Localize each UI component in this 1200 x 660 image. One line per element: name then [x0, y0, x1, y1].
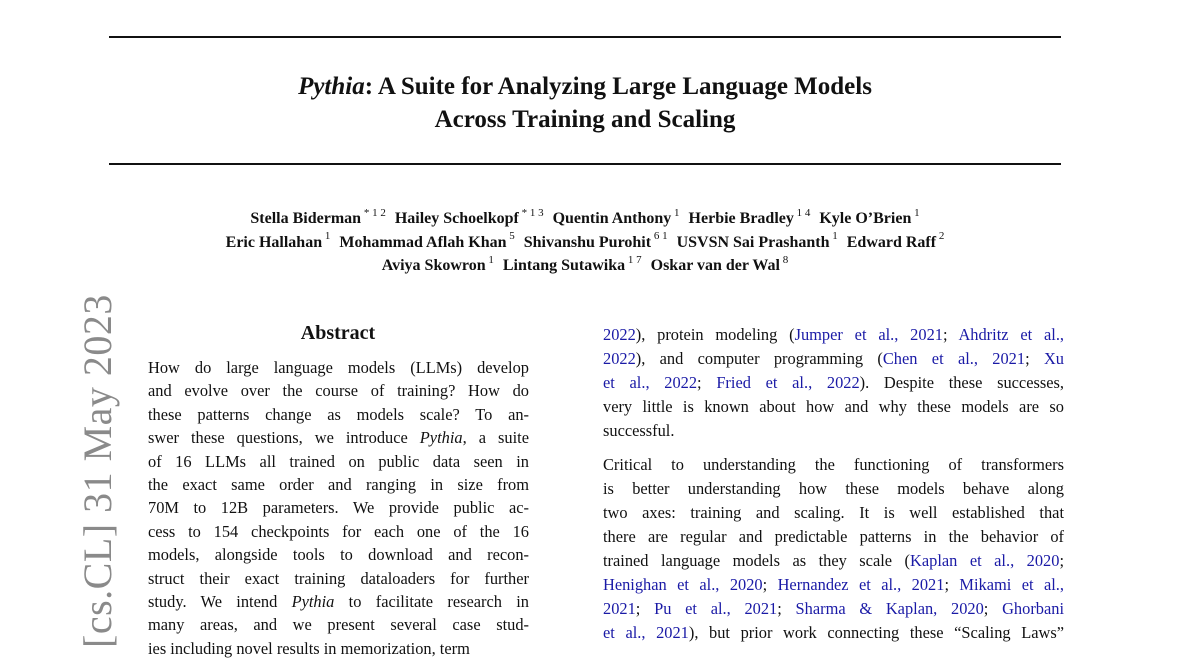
text-segment: ;: [983, 599, 1003, 618]
author-name: Quentin Anthony: [552, 210, 672, 227]
citation-link[interactable]: Kaplan et al., 2020: [910, 551, 1060, 570]
text-segment: ). Despite these successes,: [859, 373, 1064, 392]
abstract-line: [148, 543, 529, 566]
text-segment: ), and computer programming (: [635, 349, 883, 368]
author-affiliation: 2: [936, 230, 945, 243]
text-line: [603, 453, 1064, 477]
citation-link[interactable]: Chen et al., 2021: [882, 349, 1026, 368]
author-affiliation: 1: [911, 206, 920, 219]
text-segment: to facilitate research in: [334, 592, 530, 612]
author: [502, 253, 642, 274]
paragraph: [603, 453, 1064, 645]
text-line: [603, 419, 1064, 443]
text-segment: these patterns change as models scale? To an-: [148, 404, 529, 424]
title-italic-name: Pythia: [298, 73, 365, 100]
author-affiliation: 8: [780, 253, 789, 266]
author-line: [109, 254, 1061, 278]
bottom-rule: [109, 163, 1061, 165]
author-name: Eric Hallahan: [225, 233, 323, 251]
abstract-line: [148, 356, 529, 379]
author: [552, 206, 680, 227]
author: [225, 230, 331, 251]
author: [523, 230, 668, 251]
text-segment: ), protein modeling (: [635, 325, 795, 344]
author-affiliation: 6 1: [651, 230, 668, 243]
text-line: [603, 549, 1064, 573]
author-name: Lintang Sutawika: [502, 257, 626, 274]
citation-link[interactable]: Henighan et al., 2020: [603, 575, 763, 594]
text-segment: ;: [635, 599, 655, 618]
author-affiliation: 1: [485, 253, 494, 266]
author-affiliation: * 1 3: [518, 206, 544, 219]
author-affiliation: 1 4: [793, 206, 811, 219]
text-segment: there are regular and predictable patterns in the behavior of: [603, 527, 1064, 546]
author: [250, 206, 386, 227]
text-segment: many areas, and we present several case stud-: [148, 615, 529, 635]
text-segment: ;: [1025, 349, 1044, 368]
author-affiliation: 1 7: [625, 253, 642, 266]
citation-link[interactable]: 2022: [603, 325, 636, 344]
text-segment: successful.: [603, 421, 675, 440]
text-segment: of 16 LLMs all trained on public data seen in: [148, 451, 529, 471]
author: [819, 206, 920, 227]
abstract-line: [148, 590, 529, 613]
italic-text: Pythia: [291, 592, 335, 612]
text-segment: 70M to 12B parameters. We provide public ac-: [148, 498, 529, 518]
citation-link[interactable]: 2021: [603, 599, 636, 618]
abstract-line: [148, 637, 529, 660]
text-segment: ;: [1059, 551, 1064, 570]
arxiv-stamp-text: [cs.CL] 31 May 2023: [75, 294, 120, 648]
text-segment: is better understanding how these models behave along: [603, 479, 1064, 498]
author: [650, 253, 789, 274]
abstract-line: [148, 567, 529, 590]
author: [846, 230, 945, 251]
text-segment: ;: [944, 575, 960, 594]
text-line: [603, 347, 1064, 371]
text-segment: How do large language models (LLMs) develop: [148, 358, 529, 377]
author-affiliation: 1: [671, 206, 680, 219]
author: [394, 206, 544, 227]
citation-link[interactable]: et al., 2021: [603, 623, 689, 642]
abstract-line: [148, 496, 529, 519]
text-line: [603, 621, 1064, 645]
text-segment: two axes: training and scaling. It is well established that: [603, 503, 1064, 522]
citation-link[interactable]: Hernandez et al., 2021: [777, 575, 945, 594]
text-segment: , a suite: [462, 428, 529, 448]
text-segment: ies including novel results in memorization, term: [148, 638, 470, 658]
text-segment: very little is known about how and why these models are so: [603, 397, 1064, 416]
paragraph: [603, 323, 1064, 443]
top-rule: [109, 36, 1061, 38]
author-line: [109, 207, 1061, 231]
citation-link[interactable]: Ahdritz et al.,: [958, 325, 1065, 344]
abstract-line: [148, 379, 529, 402]
text-line: [603, 597, 1064, 621]
author-name: USVSN Sai Prashanth: [676, 233, 830, 251]
arxiv-stamp: [24, 290, 120, 648]
abstract-body: [148, 356, 529, 660]
author-line: [109, 231, 1061, 255]
citation-link[interactable]: Fried et al., 2022: [716, 373, 860, 392]
abstract-heading: Abstract: [300, 322, 376, 344]
text-segment: study. We intend: [148, 592, 292, 612]
citation-link[interactable]: Mikami et al.,: [959, 575, 1064, 594]
abstract-line: [148, 450, 529, 473]
text-segment: Critical to understanding the functioning of transformers: [603, 455, 1064, 474]
author: [339, 230, 515, 251]
abstract-line: [148, 613, 529, 636]
author-name: Shivanshu Purohit: [523, 233, 652, 251]
text-line: [603, 477, 1064, 501]
text-line: [603, 323, 1064, 347]
citation-link[interactable]: Sharma & Kaplan, 2020: [795, 599, 984, 618]
author-affiliation: 5: [506, 230, 515, 243]
text-segment: the exact same order and ranging in size from: [148, 475, 529, 495]
title-line-2: Across Training and Scaling: [434, 106, 736, 133]
text-segment: and evolve over the course of training? How do: [148, 381, 529, 401]
author-name: Aviya Skowron: [381, 257, 486, 274]
text-segment: models, alongside tools to download and recon-: [148, 545, 529, 565]
text-segment: cess to 154 checkpoints for each one of the 16: [148, 521, 529, 541]
text-segment: ;: [942, 325, 959, 344]
text-segment: ;: [697, 373, 717, 392]
text-segment: ), but prior work connecting these “Scaling Laws”: [688, 623, 1064, 642]
author-name: Mohammad Aflah Khan: [339, 233, 507, 251]
text-line: [603, 371, 1064, 395]
title-line-1: [109, 70, 1061, 103]
author-name: Hailey Schoelkopf: [394, 210, 519, 227]
abstract-line: [148, 426, 529, 449]
citation-link[interactable]: et al., 2022: [603, 373, 698, 392]
author: [381, 253, 494, 274]
text-line: [603, 573, 1064, 597]
author: [676, 230, 838, 251]
author-name: Stella Biderman: [250, 210, 362, 227]
author-affiliation: 1: [322, 230, 331, 243]
text-line: [603, 525, 1064, 549]
abstract-line: [148, 473, 529, 496]
author-name: Kyle O’Brien: [819, 210, 912, 227]
citation-link[interactable]: Jumper et al., 2021: [794, 325, 943, 344]
text-line: [603, 395, 1064, 419]
abstract-line: [148, 403, 529, 426]
text-segment: ;: [762, 575, 778, 594]
title-line-1-rest: : A Suite for Analyzing Large Language Models: [364, 73, 872, 100]
right-column-text: [603, 323, 1064, 645]
text-segment: trained language models as they scale (: [603, 551, 911, 570]
author-name: Oskar van der Wal: [650, 257, 780, 274]
author-list: [109, 207, 1061, 278]
author-affiliation: 1: [829, 230, 838, 243]
author-affiliation: * 1 2: [361, 206, 386, 219]
abstract-line: [148, 520, 529, 543]
author-name: Edward Raff: [846, 233, 937, 251]
citation-link[interactable]: 2022: [603, 349, 636, 368]
citation-link[interactable]: Pu et al., 2021: [654, 599, 778, 618]
author-name: Herbie Bradley: [688, 210, 794, 227]
citation-link[interactable]: Ghorbani: [1002, 599, 1064, 618]
author: [688, 206, 811, 227]
italic-text: Pythia: [419, 428, 463, 448]
text-line: [603, 501, 1064, 525]
text-segment: swer these questions, we introduce: [148, 428, 420, 448]
paper-title: [109, 70, 1061, 136]
text-segment: ;: [777, 599, 796, 618]
text-segment: struct their exact training dataloaders for further: [148, 568, 529, 588]
citation-link[interactable]: Xu: [1043, 349, 1065, 368]
